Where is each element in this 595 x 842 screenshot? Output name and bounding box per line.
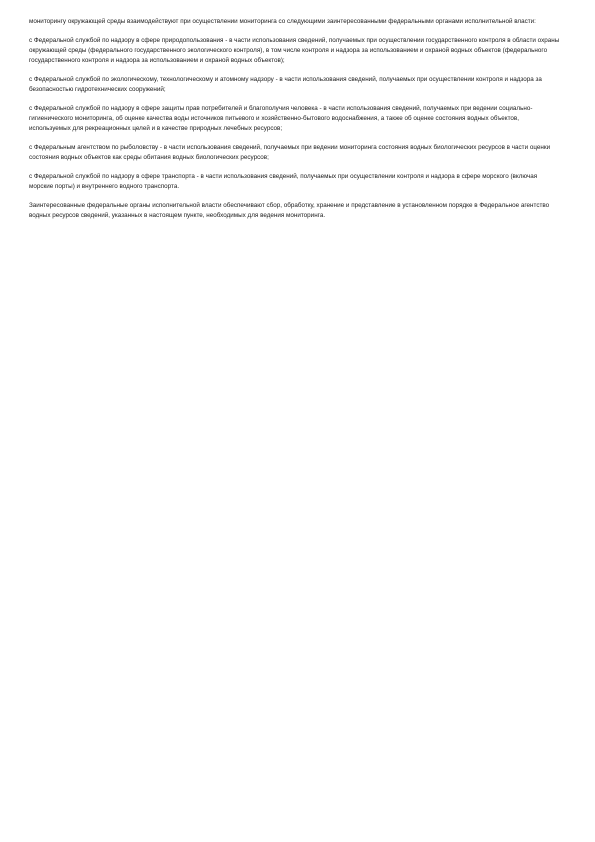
paragraph-conclusion: Заинтересованные федеральные органы исполнительной власти обеспечивают сбор, обработку, хранение и представление в установленном порядке в Федеральное агентство водных ресурсов сведений, указанных в настоящем пункте, необходимых для ведения мониторинга.	[29, 202, 550, 219]
document-body	[29, 17, 562, 230]
paragraph-rosprirodnadzor: с Федеральной службой по надзору в сфере природопользования - в части использования сведений, получаемых при осуществлении государственного контроля в области охраны окружающей среды (федерального государственного экологического контроля), в том числе контроля и надзора за использованием и охраной водных объектов (федерального государственного контроля и надзора за использованием и охраной водных объектов);	[29, 37, 560, 64]
paragraph-rospotrebnadzor: с Федеральной службой по надзору в сфере защиты прав потребителей и благополучия человека - в части использования сведений, получаемых при ведении социально-гигиенического мониторинга, об оценке качества воды источников питьевого и хозяйственно-бытового водоснабжения, а также об оценке состояния водных объектов, используемых для рекреационных целей и в качестве природных лечебных ресурсов;	[29, 105, 533, 132]
paragraph-rostekhnadzor: с Федеральной службой по экологическому, технологическому и атомному надзору - в части использования сведений, получаемых при осуществлении контроля и надзора за безопасностью гидротехнических сооружений;	[29, 76, 542, 93]
paragraph-rosrybolovstvo: с Федеральным агентством по рыболовству - в части использования сведений, получаемых при ведении мониторинга состояния водных биологических ресурсов в части оценки состояния водных объектов как среды обитания водных биологических ресурсов;	[29, 144, 551, 161]
paragraph-rostransnadzor: с Федеральной службой по надзору в сфере транспорта - в части использования сведений, получаемых при осуществлении контроля и надзора в сфере морского (включая морские порты) и внутреннего водного транспорта.	[29, 173, 538, 190]
paragraph-intro: мониторингу окружающей среды взаимодействуют при осуществлении мониторинга со следующими заинтересованными федеральными органами исполнительной власти:	[29, 18, 536, 25]
